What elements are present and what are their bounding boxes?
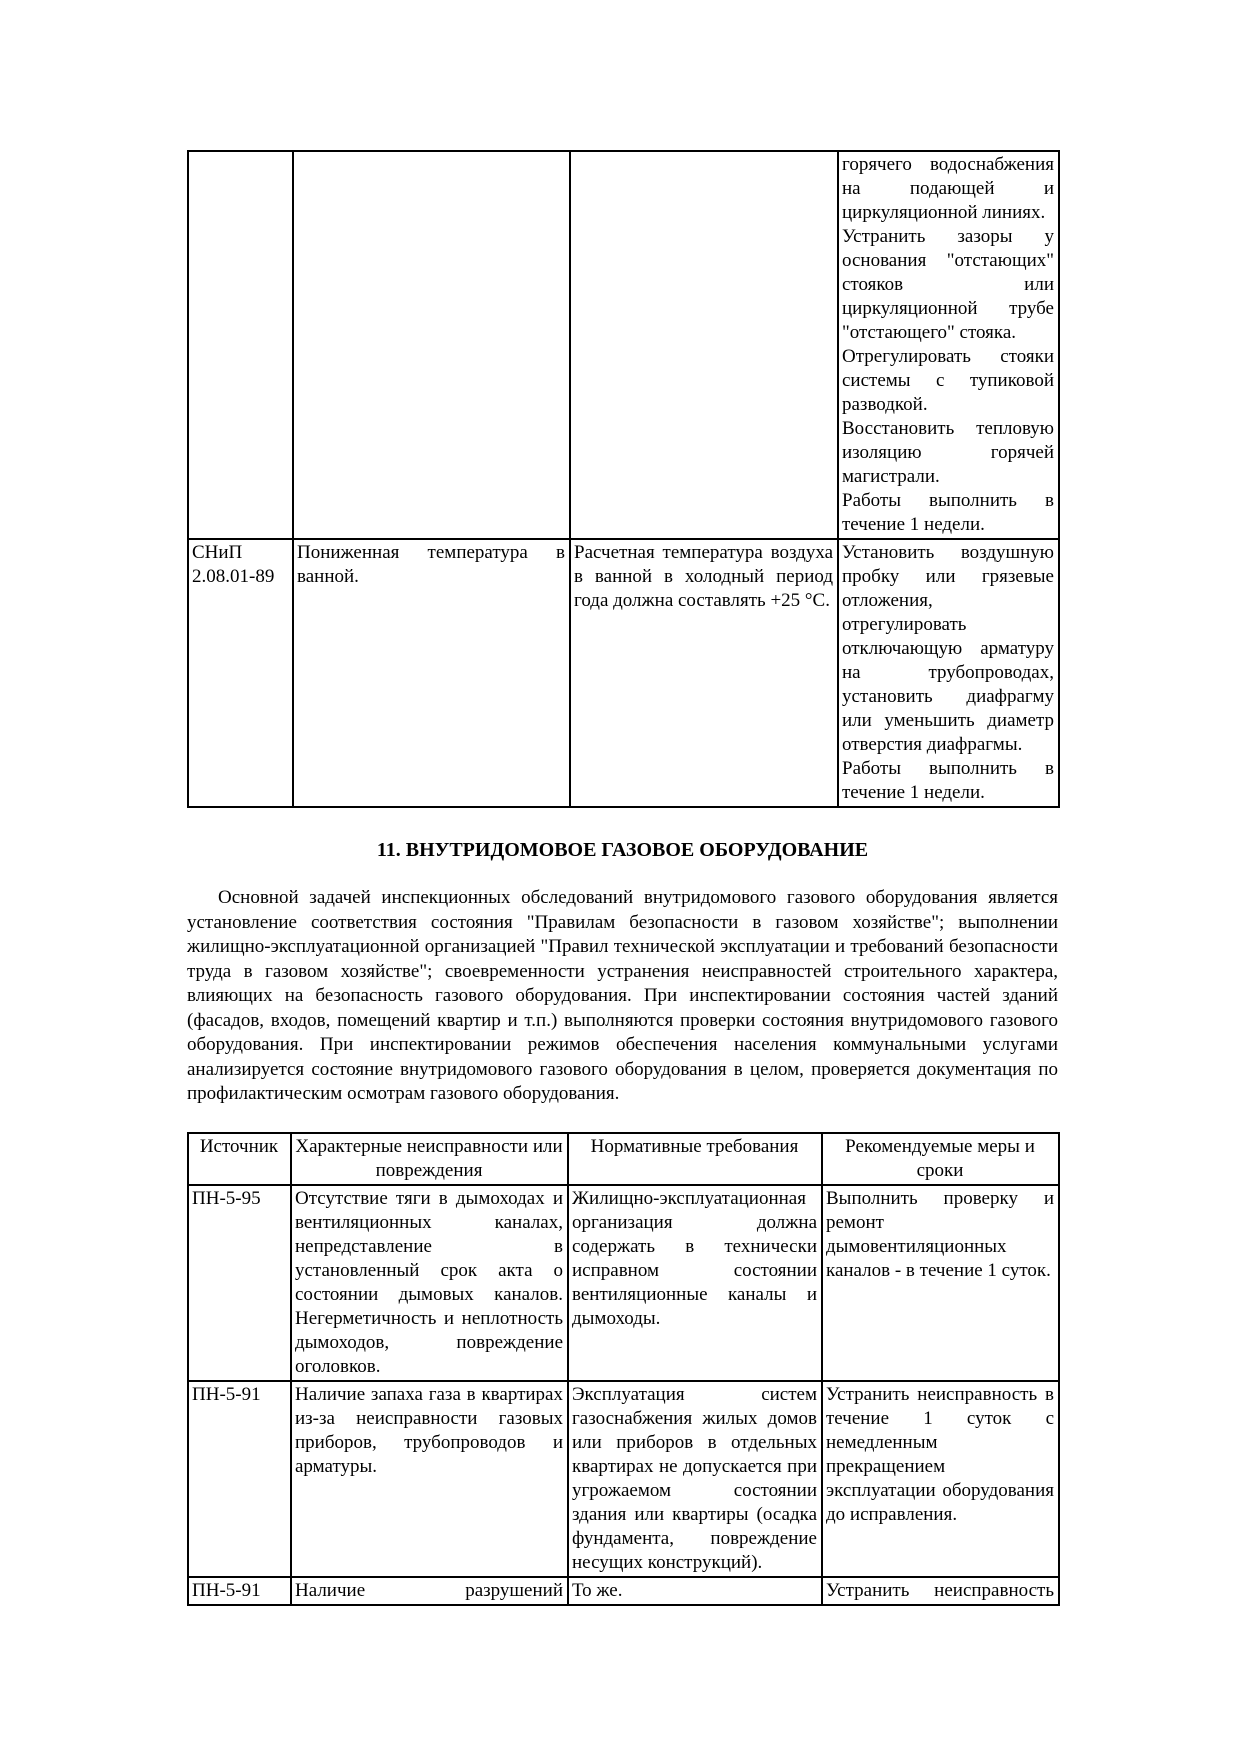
column-header-source: Источник [188,1133,291,1185]
table-row-cut [188,1577,1059,1605]
source-cell [188,151,293,539]
measure-paragraph: Выполнить проверку и ремонт дымовентиляционных каналов - в течение 1 суток. [826,1187,1054,1281]
requirement-paragraph: Эксплуатация систем газоснабжения жилых домов или приборов в отдельных квартирах не допускается при угрожаемом состоянии здания или квартиры (осадка фундамента, повреждение несущих конструкций). [572,1383,817,1573]
requirement-cell [568,1185,822,1381]
measure-paragraph: Устранить неисправность в течение 1 суток с немедленным прекращением эксплуатации оборудования до исправления. [826,1383,1054,1525]
measures-cell [822,1381,1059,1577]
section-intro-paragraph: Основной задачей инспекционных обследований внутридомового газового оборудования является установление соответствия состояния "Правилам безопасности в газовом хозяйстве"; выполнении жилищно-эксплуатационной организацией "Правил технической эксплуатации и требований безопасности труда в газовом хозяйстве"; своевременности устранения неисправностей строительного характера, влияющих на безопасность газового оборудования. При инспектировании состояния частей зданий (фасадов, входов, помещений квартир и т.п.) выполняются проверки состояния внутридомового газового оборудования. При инспектировании режимов обеспечения населения коммунальными услугами анализируется состояние внутридомового газового оборудования в целом, проверяется документация по профилактическим осмотрам газового оборудования. [187,887,1058,1104]
requirement-cell [570,539,838,807]
fault-cell [291,1185,568,1381]
source-cell [188,1185,291,1381]
requirement-cell [568,1577,822,1605]
fault-cell [291,1577,568,1605]
section-heading: 11. ВНУТРИДОМОВОЕ ГАЗОВОЕ ОБОРУДОВАНИЕ [376,839,869,861]
fault-cell [291,1381,568,1577]
source-cell [188,539,293,807]
requirement-paragraph: То же. [572,1579,623,1601]
gas-equipment-table [187,1132,1060,1606]
requirement-paragraph: Расчетная температура воздуха в ванной в холодный период года должна составлять +25 °С. [574,542,833,611]
page-content [187,0,1058,1606]
measure-paragraph: Устранить неисправность [826,1579,1054,1601]
source-label: СНиП 2.08.01-89 [192,542,275,587]
requirement-paragraph: Жилищно-эксплуатационная организация должна содержать в технически исправном состоянии вентиляционные каналы и дымоходы. [572,1187,817,1329]
table-row [188,1381,1059,1577]
header-row [188,1133,1059,1185]
source-label: ПН-5-95 [192,1187,261,1209]
column-header-requirement: Нормативные требования [568,1133,822,1185]
measures-cell [822,1577,1059,1605]
source-cell [188,1577,291,1605]
table-row [188,539,1059,807]
measure-paragraph: Работы выполнить в течение 1 недели. [842,490,1054,535]
fault-cell [293,539,570,807]
fault-paragraph: Наличие запаха газа в квартирах из-за неисправности газовых приборов, трубопроводов и арматуры. [295,1383,563,1477]
measures-cell [838,151,1059,539]
fault-cell [293,151,570,539]
measure-paragraph: Работы выполнить в течение 1 недели. [842,758,1054,803]
source-label: ПН-5-91 [192,1579,261,1601]
measures-cell [822,1185,1059,1381]
table-row [188,1185,1059,1381]
fault-paragraph: Наличие разрушений [295,1579,563,1601]
source-cell [188,1381,291,1577]
measures-cell [838,539,1059,807]
column-header-fault: Характерные неисправности или повреждения [291,1133,568,1185]
measure-paragraph: Отрегулировать стояки системы с тупиковой разводкой. [842,346,1054,415]
fault-paragraph: Отсутствие тяги в дымоходах и вентиляционных каналах, непредставление в установленный срок акта о состоянии дымовых каналов. Негерметичность и неплотность дымоходов, повреждение оголовков. [295,1187,563,1377]
requirement-cell [568,1381,822,1577]
measure-paragraph: Устранить зазоры у основания "отстающих" стояков или циркуляционной трубе "отстающего" стояка. [842,226,1054,343]
measure-paragraph: горячего водоснабжения на подающей и циркуляционной линиях. [842,154,1054,223]
fault-paragraph: Пониженная температура в ванной. [297,542,565,587]
measure-paragraph: Установить воздушную пробку или грязевые отложения, отрегулировать отключающую арматуру на трубопроводах, установить диафрагму или уменьшить диаметр отверстия диафрагмы. [842,542,1054,755]
measure-paragraph: Восстановить тепловую изоляцию горячей магистрали. [842,418,1054,487]
column-header-measures: Рекомендуемые меры и сроки [822,1133,1059,1185]
requirement-cell [570,151,838,539]
defects-table-continued [187,150,1060,808]
source-label: ПН-5-91 [192,1383,261,1405]
table-row [188,151,1059,539]
